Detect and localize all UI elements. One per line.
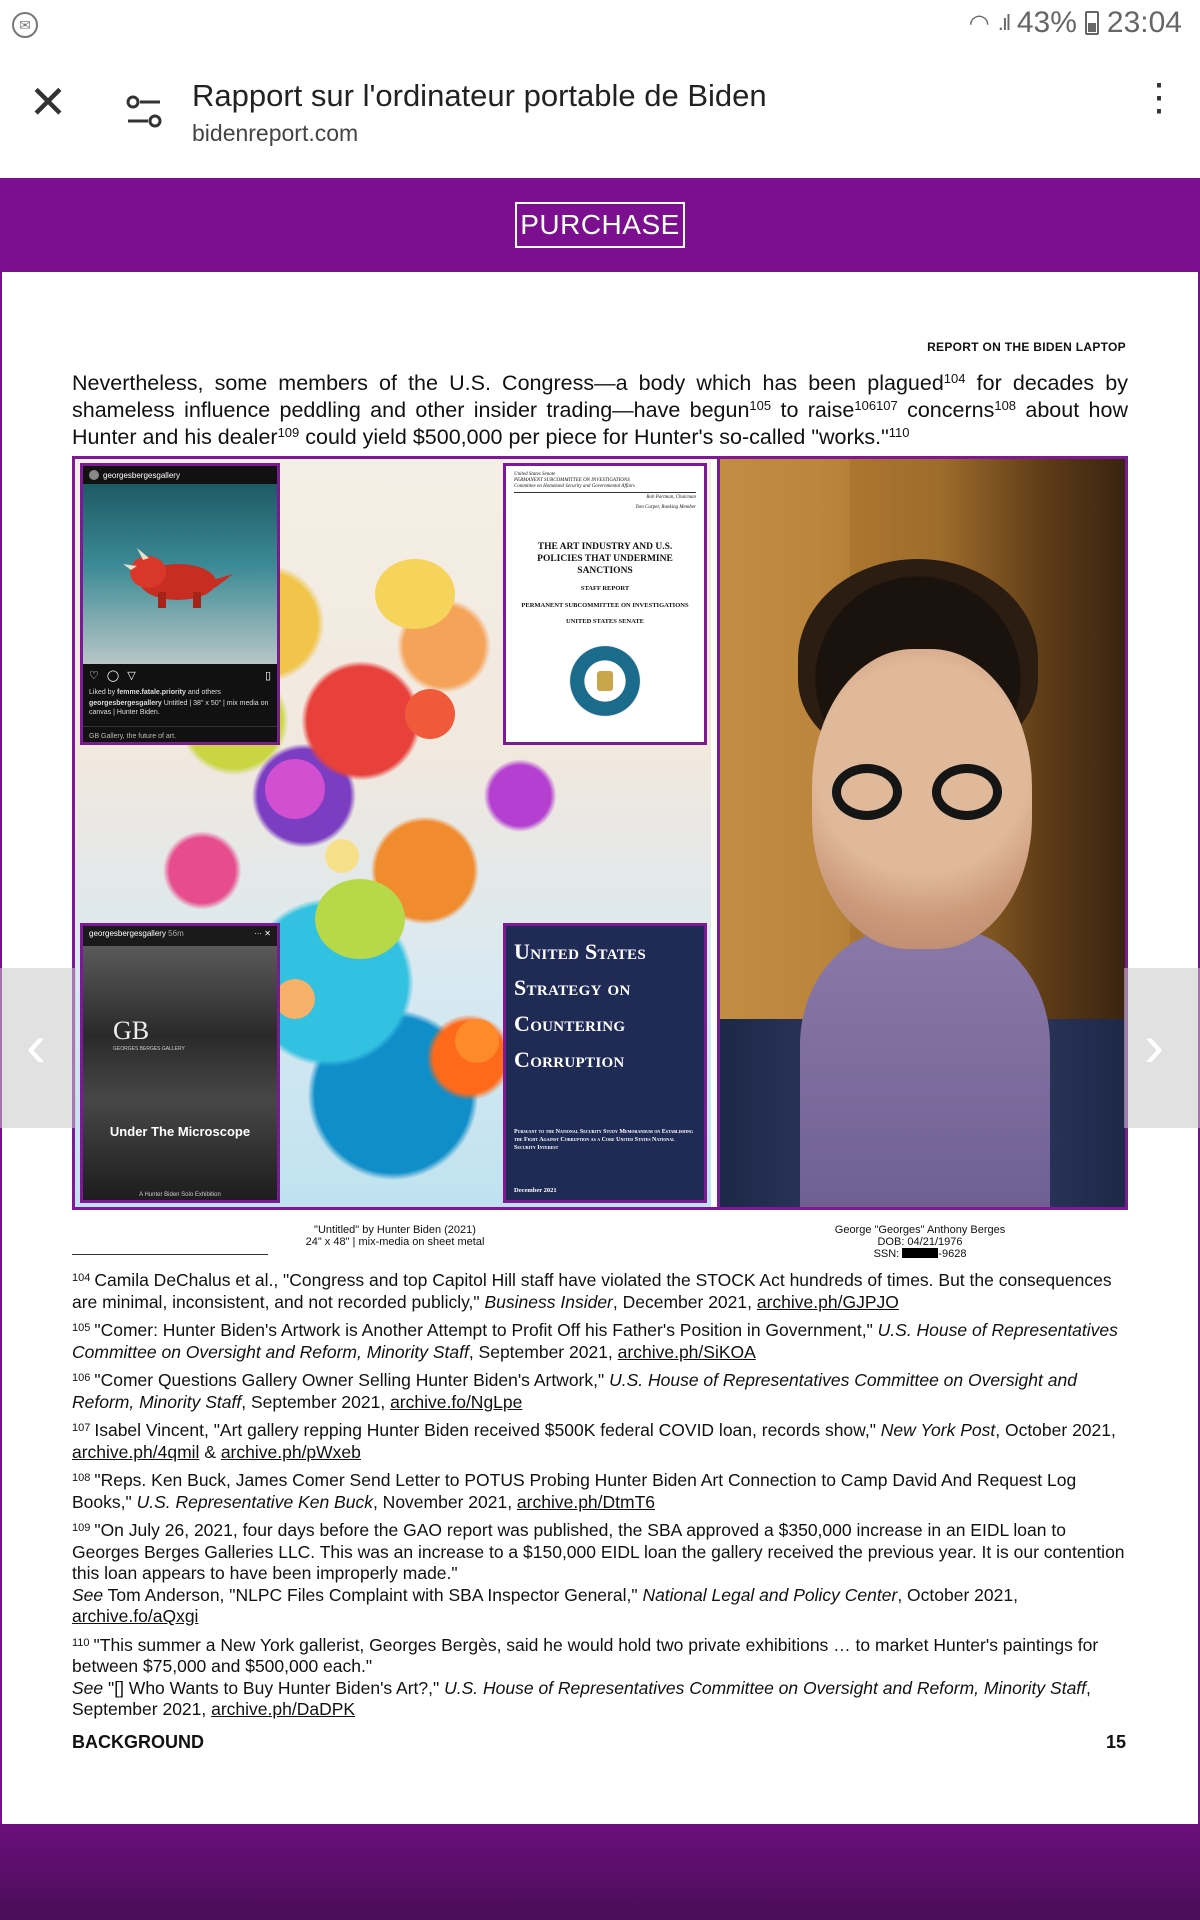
footnote-link[interactable]: archive.ph/SiKOA bbox=[617, 1341, 756, 1362]
footnote-link[interactable]: archive.fo/aQxgi bbox=[72, 1606, 199, 1626]
close-icon[interactable]: ✕ bbox=[28, 76, 68, 128]
chevron-right-icon: › bbox=[1144, 1012, 1164, 1079]
footnote-110: $^{110}$ "This summer a New York gallerist, Georges Bergès, said he would hold two private exhibitions … to market Hunter's paintings for between $75,000 and $500,000 each." See "[] Who Wants to Buy Hunter Biden's Art?," U.S. House of Representatives Committee on Oversight and Reform, Minority Staff, September 2021, archive.ph/DaDPK bbox=[72, 1634, 1099, 1719]
page-url[interactable]: bidenreport.com bbox=[192, 120, 359, 146]
site-settings-icon[interactable] bbox=[124, 92, 164, 132]
senate-report-cover: United States Senate PERMANENT SUBCOMMITTEE ON INVESTIGATIONS Committee on Homeland Security and Governmental Affairs Rob Portman, Chairman Tom Carper, Ranking Member THE ART INDUSTRY AND U.S. POLICIES THAT UNDERMINE SANCTIONS STAFF REPORT PERMANENT SUBCOMMITTEE ON INVESTIGATIONS UNITED STATES SENATE bbox=[503, 463, 707, 745]
footnote-link[interactable]: archive.ph/DtmT6 bbox=[516, 1491, 656, 1512]
status-bar bbox=[0, 0, 1200, 52]
instagram-story: georgesbergesgallery 56m ··· ✕ GB GEORGES BERGES GALLERY Under The Microscope A Hunter Biden Solo Exhibition bbox=[80, 923, 280, 1203]
avatar bbox=[89, 470, 99, 480]
battery-icon bbox=[1085, 11, 1099, 35]
footnote-link[interactable]: archive.ph/4qmil bbox=[72, 1441, 200, 1462]
share-icon: ▽ bbox=[127, 670, 136, 682]
page-title: Rapport sur l'ordinateur portable de Biden bbox=[192, 78, 767, 113]
senate-seal-icon bbox=[569, 645, 641, 717]
triceratops-sculpture bbox=[123, 544, 233, 614]
previous-page-button[interactable] bbox=[0, 968, 76, 1128]
painting-caption: "Untitled" by Hunter Biden (2021) 24" x 48" | mix-media on sheet metal bbox=[305, 1224, 485, 1248]
footnote-link[interactable]: archive.ph/GJPJO bbox=[756, 1291, 899, 1312]
mail-notification-icon: ✉ bbox=[12, 12, 38, 38]
footnote-link[interactable]: archive.ph/pWxeb bbox=[220, 1441, 361, 1462]
footnote-108: $^{108}$ "Reps. Ken Buck, James Comer Send Letter to POTUS Probing Hunter Biden Art Connection to Camp David And Request Log Books," U.S. Representative Ken Buck, November 2021, archive.ph/DtmT6 bbox=[72, 1470, 1077, 1512]
purchase-banner bbox=[0, 178, 1200, 272]
clock: 23:04 bbox=[1106, 6, 1182, 39]
more-options-icon[interactable]: ⋮ bbox=[1140, 77, 1178, 119]
footnote-link[interactable]: archive.ph/DaDPK bbox=[211, 1699, 356, 1719]
strategy-report-cover: United States Strategy on Countering Corruption Pursuant to the National Security Study Memorandum on Establishing the Fight Against Corruption as a Core United States National Security Interest December 2021 bbox=[503, 923, 707, 1203]
footnote-link[interactable]: archive.fo/NgLpe bbox=[390, 1391, 523, 1412]
portrait-caption: George "Georges" Anthony Berges DOB: 04/21/1976 SSN: -9628 bbox=[834, 1224, 1006, 1260]
instagram-post: georgesbergesgallery ♡ ◯ ▽ ▯ Liked by femme.fatale.priority and others georgesbergesgallery Untitled | 38" x 50" | mix media on canvas | Hunter Biden. GB Gallery, the future of art. bbox=[80, 463, 280, 745]
footnote-104: $^{104}$ Camila DeChalus et al., "Congress and top Capitol Hill staff have violated the STOCK Act hundreds of times. But the consequences are minimal, inconsistent, and not recorded publicly," Business Insider, December 2021, archive.ph/GJPJO bbox=[72, 1270, 1112, 1312]
running-header: REPORT ON THE BIDEN LAPTOP bbox=[927, 340, 1126, 354]
bookmark-icon: ▯ bbox=[264, 670, 271, 682]
wifi-icon: ◠ bbox=[968, 9, 990, 37]
footnotes bbox=[72, 1268, 1128, 1726]
next-page-button[interactable] bbox=[1124, 968, 1200, 1128]
footnote-109: $^{109}$ "On July 26, 2021, four days before the GAO report was published, the SBA approved a $350,000 increase in an EIDL loan to Georges Berges Galleries LLC. This was an increase to a $150,000 EIDL loan the gallery received the previous year. It is our contention this loan appears to have been improperly made." See Tom Anderson, "NLPC Files Complaint with SBA Inspector General," National Legal and Policy Center, October 2021, archive.fo/aQxgi bbox=[72, 1520, 1125, 1626]
footnote-107: $^{107}$ Isabel Vincent, "Art gallery repping Hunter Biden received $500K federal COVID loan, records show," New York Post, October 2021, archive.ph/4qmil & archive.ph/pWxeb bbox=[72, 1420, 1116, 1462]
footnote-divider bbox=[72, 1254, 268, 1255]
comment-icon: ◯ bbox=[106, 670, 120, 682]
image-collage bbox=[72, 456, 1128, 1210]
browser-top-bar bbox=[0, 52, 1200, 178]
section-footer: BACKGROUND bbox=[72, 1732, 204, 1752]
close-icon: ··· ✕ bbox=[254, 929, 271, 938]
footnote-106: $^{106}$ "Comer Questions Gallery Owner Selling Hunter Biden's Artwork," U.S. House of Representatives Committee on Oversight and Reform, Minority Staff, September 2021, archive.fo/NgLpe bbox=[72, 1370, 1077, 1412]
footnote-105: $^{105}$ "Comer: Hunter Biden's Artwork is Another Attempt to Profit Off his Father's Position in Government," U.S. House of Representatives Committee on Oversight and Reform, Minority Staff, September 2021, archive.ph/SiKOA bbox=[72, 1320, 1118, 1362]
portrait-photo bbox=[717, 459, 1125, 1207]
triceratops-image bbox=[83, 484, 277, 664]
page-number: 15 bbox=[1105, 1732, 1126, 1752]
intro-paragraph: Nevertheless, some members of the U.S. Congress—a body which has been plagued$^{104}$ for decades by shameless influence peddling and other insider trading—have begun$^{105}$ to raise$^{106107}$ concerns$^{108}$ about how Hunter and his dealer$^{109}$ could yield $500,000 per piece for Hunter's so-called "works."$^{110}$ bbox=[72, 371, 1128, 449]
redaction-bar bbox=[902, 1248, 938, 1258]
like-icon: ♡ bbox=[89, 670, 99, 682]
exhibition-image: GB GEORGES BERGES GALLERY Under The Microscope A Hunter Biden Solo Exhibition bbox=[83, 946, 277, 1202]
signal-icon: .ıl bbox=[997, 10, 1009, 35]
purchase-button[interactable]: PURCHASE bbox=[515, 202, 685, 248]
chevron-left-icon: ‹ bbox=[26, 1012, 46, 1079]
painting-image bbox=[75, 459, 711, 1207]
battery-percent: 43% bbox=[1016, 6, 1077, 39]
bottom-banner bbox=[0, 1824, 1200, 1920]
